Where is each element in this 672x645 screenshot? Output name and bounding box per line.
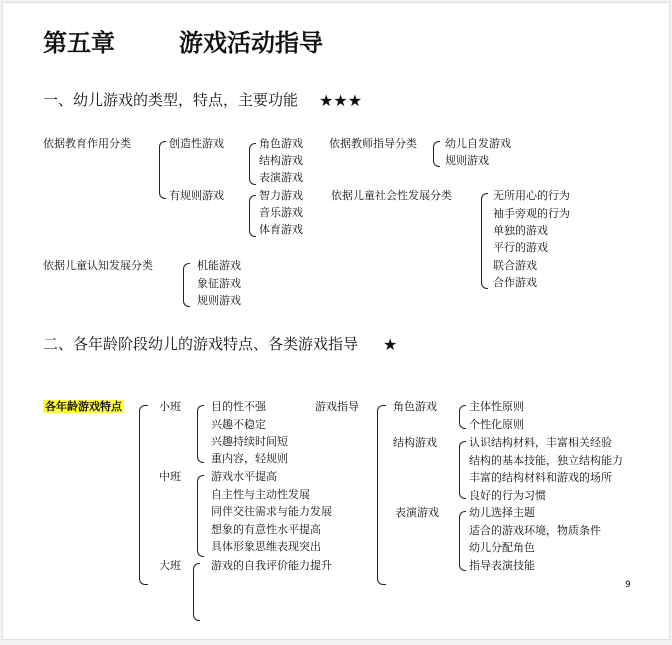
small-item: 兴趣持续时间短 xyxy=(211,435,288,448)
rule-item: 音乐游戏 xyxy=(259,206,303,219)
small-item: 兴趣不稳定 xyxy=(211,418,266,431)
brace xyxy=(459,405,466,429)
brace xyxy=(139,405,148,585)
cognitive-item: 机能游戏 xyxy=(197,259,241,272)
role-item: 个性化原则 xyxy=(469,418,524,431)
perform-game-label: 表演游戏 xyxy=(395,506,439,519)
middle-item: 游戏水平提高 xyxy=(211,470,277,483)
age-features-highlight: 各年龄游戏特点 xyxy=(45,400,122,413)
large-class-label: 大班 xyxy=(159,559,181,572)
teacher-item: 规则游戏 xyxy=(445,154,489,167)
section1-stars: ★★★ xyxy=(319,91,363,110)
section1-heading: 一、幼儿游戏的类型，特点，主要功能 xyxy=(43,91,299,109)
perform-item: 指导表演技能 xyxy=(469,559,535,572)
social-item: 联合游戏 xyxy=(493,259,537,272)
small-class-label: 小班 xyxy=(159,400,181,413)
middle-item: 想象的有意性水平提高 xyxy=(211,523,321,536)
cognitive-label: 依据儿童认知发展分类 xyxy=(43,259,153,272)
perform-item: 幼儿选择主题 xyxy=(469,506,535,519)
brace xyxy=(197,475,204,557)
cognitive-item: 规则游戏 xyxy=(197,294,241,307)
brace xyxy=(183,263,190,307)
social-label: 依据儿童社会性发展分类 xyxy=(331,189,452,202)
page-number: 9 xyxy=(625,580,631,590)
perform-item: 幼儿分配角色 xyxy=(469,541,535,554)
middle-class-label: 中班 xyxy=(159,470,181,483)
large-item: 游戏的自我评价能力提升 xyxy=(211,559,332,572)
teacher-label: 依据教师指导分类 xyxy=(329,137,417,150)
brace xyxy=(459,511,466,571)
small-item: 重内容，轻规则 xyxy=(211,452,288,465)
social-item: 合作游戏 xyxy=(493,276,537,289)
brace xyxy=(377,405,386,585)
brace xyxy=(159,141,166,199)
rule-label: 有规则游戏 xyxy=(169,189,224,202)
section2-stars: ★ xyxy=(383,335,398,354)
chapter-title: 游戏活动指导 xyxy=(179,29,323,57)
brace xyxy=(459,441,466,499)
social-item: 无所用心的行为 xyxy=(493,189,570,202)
brace xyxy=(197,405,204,463)
social-item: 平行的游戏 xyxy=(493,241,548,254)
brace xyxy=(249,195,256,237)
chapter-number: 第五章 xyxy=(43,29,115,57)
structure-item: 结构的基本技能，独立结构能力 xyxy=(469,454,623,467)
structure-item: 良好的行为习惯 xyxy=(469,489,546,502)
section2-heading: 二、各年龄阶段幼儿的游戏特点、各类游戏指导 xyxy=(43,335,359,353)
brace xyxy=(433,141,440,167)
structure-item: 丰富的结构材料和游戏的场所 xyxy=(469,471,612,484)
middle-item: 同伴交往需求与能力发展 xyxy=(211,505,332,518)
middle-item: 具体形象思维表现突出 xyxy=(211,540,321,553)
small-item: 目的性不强 xyxy=(211,400,266,413)
brace xyxy=(193,563,200,621)
document-page xyxy=(2,2,670,640)
creative-item: 角色游戏 xyxy=(259,137,303,150)
teacher-item: 幼儿自发游戏 xyxy=(445,137,511,150)
structure-item: 认识结构材料，丰富相关经验 xyxy=(469,436,612,449)
rule-item: 智力游戏 xyxy=(259,189,303,202)
middle-item: 自主性与主动性发展 xyxy=(211,488,310,501)
brace xyxy=(249,143,256,185)
perform-item: 适合的游戏环境，物质条件 xyxy=(469,524,601,537)
social-item: 袖手旁观的行为 xyxy=(493,207,570,220)
creative-item: 表演游戏 xyxy=(259,171,303,184)
guide-label: 游戏指导 xyxy=(315,400,359,413)
social-item: 单独的游戏 xyxy=(493,224,548,237)
creative-item: 结构游戏 xyxy=(259,154,303,167)
creative-label: 创造性游戏 xyxy=(169,137,224,150)
role-game-label: 角色游戏 xyxy=(393,400,437,413)
edu-label: 依据教育作用分类 xyxy=(43,137,131,150)
cognitive-item: 象征游戏 xyxy=(197,277,241,290)
rule-item: 体育游戏 xyxy=(259,223,303,236)
structure-game-label: 结构游戏 xyxy=(393,436,437,449)
role-item: 主体性原则 xyxy=(469,400,524,413)
brace xyxy=(481,193,488,289)
